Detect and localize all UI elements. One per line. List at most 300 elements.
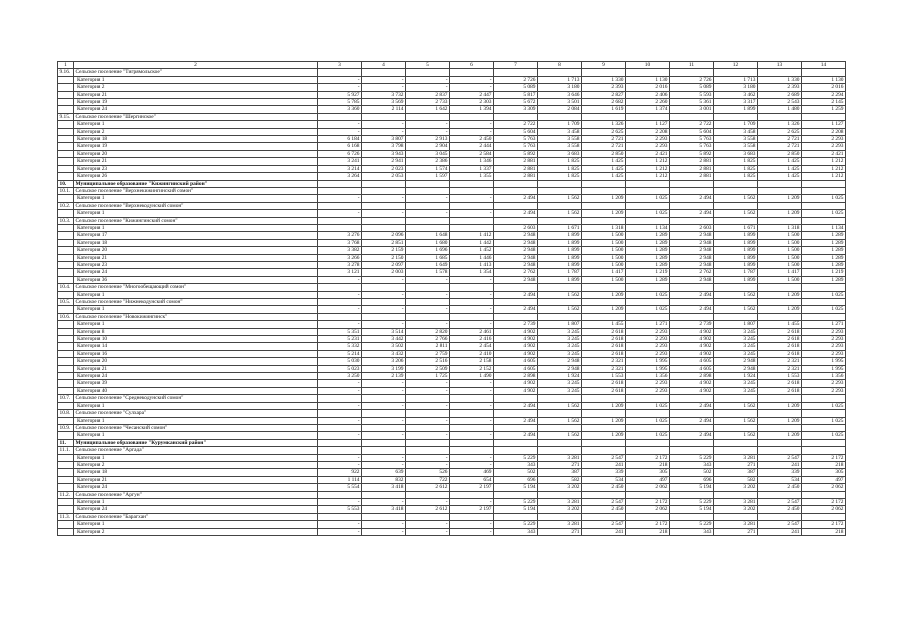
value-cell: 5 229 [494,454,538,461]
value-cell: 1 134 [802,224,846,231]
value-cell: 2 820 [406,328,450,335]
value-cell: 2 913 [406,136,450,143]
value-cell: 2 948 [670,239,714,246]
value-cell: 2 762 [670,269,714,276]
value-cell: 2 948 [494,239,538,246]
empty-cell [758,313,802,320]
value-cell: 2 618 [758,380,802,387]
header-cell: 8 [538,62,582,69]
value-cell: 1 500 [758,239,802,246]
value-cell: 1 425 [758,173,802,180]
empty-cell [626,439,670,446]
value-cell: 1 553 [758,373,802,380]
row-number-cell [58,469,74,476]
empty-cell [450,439,494,446]
empty-cell [318,284,362,291]
row-number-cell [58,402,74,409]
value-cell: - [362,461,406,468]
value-cell: 2 948 [494,261,538,268]
section-number: 10.4. [58,284,74,291]
empty-cell [406,69,450,76]
value-cell: 1 289 [626,276,670,283]
section-number: 10.5. [58,299,74,306]
empty-cell [406,513,450,520]
empty-cell [802,513,846,520]
value-cell: - [450,291,494,298]
value-cell: 469 [450,469,494,476]
empty-cell [494,439,538,446]
value-cell: 1 685 [406,254,450,261]
value-cell: 1 500 [582,232,626,239]
value-cell: 3 458 [538,128,582,135]
value-cell: 1 346 [450,158,494,165]
empty-cell [406,410,450,417]
section-number: 9.15. [58,113,74,120]
settlement-row [58,491,846,498]
value-cell: - [406,432,450,439]
row-number-cell [58,276,74,283]
value-cell: - [450,402,494,409]
value-cell: 1 680 [406,239,450,246]
value-cell: 1 455 [582,321,626,328]
value-cell: - [450,76,494,83]
value-cell: 3 558 [714,136,758,143]
value-cell: 2 726 [494,76,538,83]
value-cell: 1 500 [582,247,626,254]
value-cell: 5 023 [318,365,362,372]
value-cell: - [406,121,450,128]
value-cell: 2 726 [670,76,714,83]
empty-cell [450,299,494,306]
category-label: Категория 1 [74,321,318,328]
row-number-cell [58,498,74,505]
value-cell: 2 516 [406,358,450,365]
empty-cell [494,513,538,520]
category-label: Категория 10 [74,336,318,343]
value-cell: 4 902 [494,380,538,387]
value-cell: 5 763 [494,136,538,143]
value-cell: - [406,380,450,387]
value-cell: 1 127 [802,121,846,128]
value-cell: 2 898 [670,373,714,380]
value-cell: 2 293 [626,343,670,350]
row-number-cell [58,106,74,113]
value-cell: 3 558 [538,136,582,143]
value-cell: - [318,387,362,394]
settlement-row [58,217,846,224]
value-cell: 2 393 [582,84,626,91]
category-label: Категория 8 [74,328,318,335]
empty-cell [362,491,406,498]
value-cell: 1 289 [802,239,846,246]
value-cell: 502 [494,469,538,476]
empty-cell [802,424,846,431]
empty-cell [758,284,802,291]
empty-cell [626,513,670,520]
value-cell: 2 321 [582,365,626,372]
value-cell: 922 [318,469,362,476]
value-cell: 1 354 [450,269,494,276]
value-cell: 3 462 [714,91,758,98]
value-cell: 1 446 [450,254,494,261]
value-cell: 5 604 [494,128,538,135]
category-label: Категория 2 [74,84,318,91]
table-row [58,417,846,424]
value-cell: 4 605 [670,358,714,365]
table-row [58,254,846,261]
value-cell: 3 514 [362,328,406,335]
row-number-cell [58,343,74,350]
settlement-row [58,202,846,209]
value-cell: 2 948 [538,365,582,372]
empty-cell [538,187,582,194]
value-cell: 1 219 [626,269,670,276]
category-label: Категория 23 [74,261,318,268]
empty-cell [450,424,494,431]
row-number-cell [58,365,74,372]
value-cell: 4 902 [670,350,714,357]
value-cell: 2 603 [670,224,714,231]
value-cell: 4 902 [494,328,538,335]
value-cell: 5 229 [494,498,538,505]
empty-cell [626,284,670,291]
table-row [58,76,846,83]
value-cell: 3 245 [714,387,758,394]
empty-cell [362,69,406,76]
value-cell: 1 825 [714,165,758,172]
table-row [58,365,846,372]
category-label: Категория 1 [74,417,318,424]
value-cell [450,224,494,231]
section-title: Сельское поселение "Новокижингинск" [74,313,318,320]
value-cell: 2 172 [802,498,846,505]
empty-cell [802,491,846,498]
value-cell: 1 289 [626,247,670,254]
header-cell: 13 [758,62,802,69]
section-number: 11. [58,439,74,446]
value-cell: 1 025 [802,432,846,439]
empty-cell [362,424,406,431]
empty-cell [714,284,758,291]
municipality-row [58,180,846,187]
empty-cell [406,424,450,431]
value-cell: 2 293 [802,143,846,150]
value-cell: - [406,291,450,298]
header-cell: 1 [58,62,74,69]
value-cell: 218 [802,461,846,468]
value-cell: - [406,321,450,328]
value-cell: 1 330 [758,76,802,83]
row-number-cell [58,321,74,328]
value-cell: 1 899 [714,247,758,254]
value-cell: 1 713 [538,76,582,83]
value-cell: - [406,210,450,217]
empty-cell [714,187,758,194]
empty-cell [362,113,406,120]
value-cell: - [362,84,406,91]
empty-cell [362,217,406,224]
value-cell: 1 562 [714,417,758,424]
value-cell: 218 [626,528,670,535]
section-number: 9.16. [58,69,74,76]
value-cell: 3 458 [714,128,758,135]
value-cell: - [318,528,362,535]
table-row [58,350,846,357]
empty-cell [714,313,758,320]
section-title: Сельское поселение "Верхнекодунский сомон" [74,202,318,209]
value-cell: 1 130 [802,76,846,83]
table-row [58,476,846,483]
value-cell: 2 386 [406,158,450,165]
value-cell: 1 500 [758,276,802,283]
empty-cell [714,180,758,187]
value-cell: 5 214 [318,350,362,357]
value-cell: 1 825 [538,158,582,165]
category-label: Категория 2 [74,528,318,535]
settlement-row [58,447,846,454]
value-cell: 2 293 [626,328,670,335]
value-cell: 2 293 [626,387,670,394]
value-cell: 2 948 [670,261,714,268]
table-row [58,84,846,91]
value-cell: 2 494 [670,210,714,217]
value-cell: 2 547 [582,454,626,461]
value-cell: 1 209 [758,306,802,313]
empty-cell [318,410,362,417]
header-cell: 10 [626,62,670,69]
value-cell: 2 618 [582,343,626,350]
value-cell: 1 025 [802,306,846,313]
value-cell: - [318,461,362,468]
row-number-cell [58,254,74,261]
value-cell: 387 [538,469,582,476]
value-cell: 339 [582,469,626,476]
value-cell: 339 [758,469,802,476]
table-row [58,343,846,350]
section-title: Сельское поселение "Нижнекодунский сомон" [74,299,318,306]
value-cell: 1 425 [582,165,626,172]
empty-cell [538,69,582,76]
value-cell: 1 025 [626,210,670,217]
value-cell: 2 293 [802,328,846,335]
value-cell: 1 807 [714,321,758,328]
value-cell: 1 025 [626,432,670,439]
value-cell: 4 605 [494,358,538,365]
table-row [58,387,846,394]
empty-cell [450,217,494,224]
empty-cell [538,410,582,417]
value-cell: 1 562 [714,306,758,313]
empty-cell [318,491,362,498]
value-cell: - [318,306,362,313]
empty-cell [802,410,846,417]
table-row [58,247,846,254]
empty-cell [318,439,362,446]
value-cell: 3 245 [714,380,758,387]
value-cell: 2 084 [538,106,582,113]
value-cell: 3 276 [318,232,362,239]
settlement-row [58,313,846,320]
empty-cell [758,410,802,417]
empty-cell [450,410,494,417]
value-cell: - [362,291,406,298]
value-cell: 1 209 [758,432,802,439]
value-cell: 1 209 [758,291,802,298]
empty-cell [758,202,802,209]
value-cell: 1 562 [714,402,758,409]
value-cell: 1 899 [538,261,582,268]
value-cell: - [406,84,450,91]
section-title: Сельское поселение "Тигрямольское" [74,69,318,76]
row-number-cell [58,173,74,180]
value-cell: 1 825 [714,158,758,165]
value-cell: 1 209 [582,402,626,409]
value-cell: 3 768 [318,239,362,246]
value-cell: 5 229 [670,521,714,528]
value-cell: - [450,321,494,328]
value-cell: 2 811 [406,343,450,350]
value-cell: 654 [450,476,494,483]
value-cell: 1 330 [582,76,626,83]
category-label: Категория 24 [74,269,318,276]
value-cell: - [362,195,406,202]
value-cell: 2 881 [670,173,714,180]
value-cell: 2 450 [582,484,626,491]
value-cell: 1 642 [406,106,450,113]
empty-cell [714,202,758,209]
empty-cell [582,299,626,306]
value-cell: 1 562 [538,210,582,217]
row-number-cell [58,165,74,172]
value-cell: 1 318 [758,224,802,231]
category-label: Категория 24 [74,373,318,380]
value-cell: 2 881 [494,158,538,165]
value-cell: - [406,128,450,135]
value-cell: 5 030 [318,358,362,365]
empty-cell [670,395,714,402]
value-cell: - [406,417,450,424]
value-cell: 3 266 [318,254,362,261]
section-number: 10.1. [58,187,74,194]
category-label: Категория 20 [74,358,318,365]
empty-cell [538,491,582,498]
value-cell: 1 209 [582,306,626,313]
empty-cell [714,424,758,431]
empty-cell [538,313,582,320]
value-cell: 2 293 [626,143,670,150]
value-cell: 6 726 [318,150,362,157]
category-label: Категория 24 [74,506,318,513]
category-label: Категория 18 [74,136,318,143]
value-cell: 3 264 [318,173,362,180]
value-cell: 2 881 [670,158,714,165]
value-cell: - [450,128,494,135]
table-row [58,210,846,217]
value-cell: 3 807 [362,136,406,143]
row-number-cell [58,291,74,298]
value-cell: 2 881 [670,165,714,172]
value-cell: 5 927 [318,91,362,98]
table-row [58,136,846,143]
value-cell: 2 739 [494,321,538,328]
empty-cell [450,187,494,194]
value-cell: 5 194 [670,484,714,491]
value-cell: 5 332 [318,343,362,350]
table-row [58,461,846,468]
value-cell: 1 825 [538,173,582,180]
empty-cell [670,187,714,194]
value-cell: 3 558 [538,143,582,150]
empty-cell [802,447,846,454]
table-row [58,158,846,165]
row-number-cell [58,261,74,268]
section-title: Сельское поселение "Многообещающий сомон" [74,284,318,291]
empty-cell [670,180,714,187]
value-cell: - [362,121,406,128]
settlement-row [58,410,846,417]
value-cell: 1 025 [626,402,670,409]
value-cell: - [362,528,406,535]
settlement-row [58,187,846,194]
value-cell: 1 899 [538,247,582,254]
row-number-cell [58,210,74,217]
value-cell: 2 948 [494,254,538,261]
value-cell: 2 159 [362,247,406,254]
value-cell: 2 759 [406,350,450,357]
empty-cell [582,491,626,498]
table-row [58,269,846,276]
value-cell: - [362,321,406,328]
empty-cell [450,513,494,520]
value-cell: 218 [802,528,846,535]
value-cell: 2 948 [670,254,714,261]
value-cell: 2 509 [406,365,450,372]
value-cell: 5 229 [670,498,714,505]
empty-cell [626,187,670,194]
header-cell: 4 [362,62,406,69]
empty-cell [626,113,670,120]
category-label: Категория 18 [74,239,318,246]
value-cell: - [450,195,494,202]
value-cell: 3 442 [362,336,406,343]
value-cell: 1 394 [450,106,494,113]
value-cell: - [450,84,494,91]
value-cell: 4 902 [670,380,714,387]
value-cell: 2 293 [802,343,846,350]
empty-cell [714,447,758,454]
table-row [58,432,846,439]
row-number-cell [58,232,74,239]
value-cell: 2 293 [802,380,846,387]
value-cell: 2 321 [758,358,802,365]
value-cell: 2 062 [802,506,846,513]
table-row [58,328,846,335]
empty-cell [758,447,802,454]
empty-cell [714,69,758,76]
empty-cell [626,299,670,306]
value-cell: 639 [362,469,406,476]
value-cell: 2 618 [582,336,626,343]
value-cell: 3 501 [538,99,582,106]
value-cell: 1 562 [538,417,582,424]
table-row [58,521,846,528]
table-row [58,306,846,313]
value-cell: 1 425 [758,158,802,165]
value-cell: 2 948 [714,365,758,372]
value-cell: 2 421 [626,150,670,157]
value-cell: 2 689 [758,91,802,98]
value-cell: 2 948 [494,247,538,254]
